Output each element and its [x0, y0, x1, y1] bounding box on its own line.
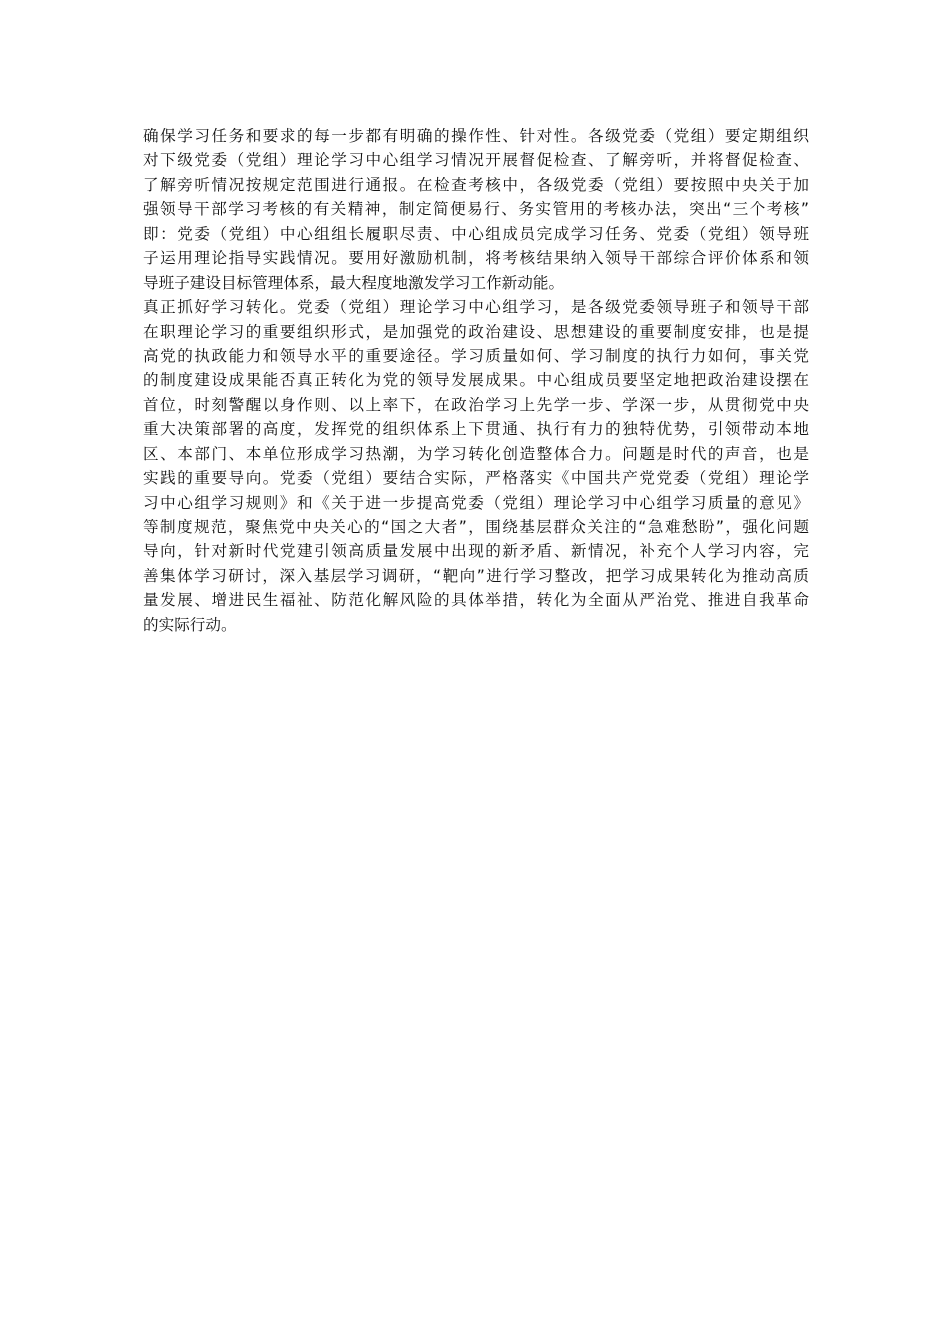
- text-line: 量发展、增进民生福祉、防范化解风险的具体举措，转化为全面从严治党、推进自我革命: [143, 591, 809, 610]
- text-line: 等制度规范，聚焦党中央关心的“国之大者”，围绕基层群众关注的“急难愁盼”，强化问题: [143, 518, 809, 536]
- text-line: 即：党委（党组）中心组组长履职尽责、中心组成员完成学习任务、党委（党组）领导班: [143, 224, 809, 243]
- text-line: 对下级党委（党组）理论学习中心组学习情况开展督促检查、了解旁听，并将督促检查、: [143, 151, 809, 170]
- text-line: 真正抓好学习转化。党委（党组）理论学习中心组学习，是各级党委领导班子和领导干部: [143, 298, 809, 317]
- text-line: 善集体学习研讨，深入基层学习调研，“靶向”进行学习整改，把学习成果转化为推动高质: [143, 566, 809, 585]
- text-line: 高党的执政能力和领导水平的重要途径。学习质量如何、学习制度的执行力如何，事关党: [143, 346, 809, 365]
- text-line: 确保学习任务和要求的每一步都有明确的操作性、针对性。各级党委（党组）要定期组织: [143, 127, 809, 145]
- text-line: 的实际行动。: [143, 615, 237, 634]
- paragraph-assessment: [143, 124, 809, 295]
- text-line: 实践的重要导向。党委（党组）要结合实际，严格落实《中国共产党党委（党组）理论学: [143, 469, 809, 488]
- paragraph-learning-transformation: [143, 295, 809, 637]
- text-line: 在职理论学习的重要组织形式，是加强党的政治建设、思想建设的重要制度安排，也是提: [143, 322, 809, 341]
- text-line: 导向，针对新时代党建引领高质量发展中出现的新矛盾、新情况，补充个人学习内容，完: [143, 542, 809, 561]
- text-line: 导班子建设目标管理体系，最大程度地激发学习工作新动能。: [143, 273, 565, 292]
- text-line: 区、本部门、本单位形成学习热潮，为学习转化创造整体合力。问题是时代的声音，也是: [143, 444, 809, 463]
- text-line: 强领导干部学习考核的有关精神，制定简便易行、务实管用的考核办法，突出“三个考核”: [143, 200, 809, 219]
- document-body: [143, 124, 809, 637]
- text-line: 子运用理论指导实践情况。要用好激励机制，将考核结果纳入领导干部综合评价体系和领: [143, 249, 809, 268]
- text-line: 的制度建设成果能否真正转化为党的领导发展成果。中心组成员要坚定地把政治建设摆在: [143, 371, 809, 390]
- text-line: 重大决策部署的高度，发挥党的组织体系上下贯通、执行有力的独特优势，引领带动本地: [143, 420, 809, 439]
- text-line: 习中心组学习规则》和《关于进一步提高党委（党组）理论学习中心组学习质量的意见》: [143, 493, 809, 512]
- text-line: 首位，时刻警醒以身作则、以上率下，在政治学习上先学一步、学深一步，从贯彻党中央: [143, 395, 809, 414]
- text-line: 了解旁听情况按规定范围进行通报。在检查考核中，各级党委（党组）要按照中央关于加: [143, 175, 809, 194]
